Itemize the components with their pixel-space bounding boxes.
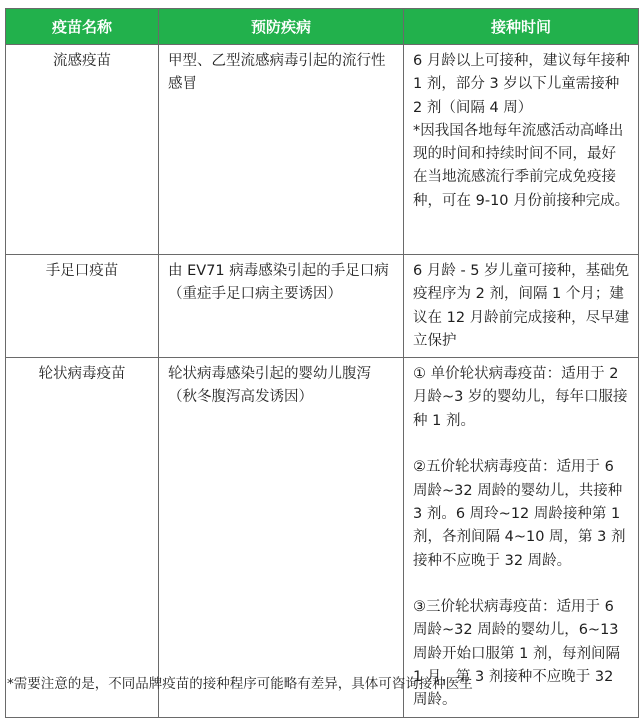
disease-cell: 轮状病毒感染引起的婴幼儿腹泻（秋冬腹泻高发诱因） [159,358,404,717]
vaccine-table [5,8,639,718]
schedule-note: *因我国各地每年流感活动高峰出现的时间和持续时间不同，最好在当地流感流行季前完成免疫接种，可在 9-10 月份前接种完成。 [413,122,630,209]
schedule-cell [404,255,639,358]
vaccine-name-cell: 手足口疫苗 [6,255,159,358]
disease-cell: 由 EV71 病毒感染引起的手足口病（重症手足口病主要诱因） [159,255,404,358]
vaccine-name-cell: 流感疫苗 [6,45,159,255]
disease-cell: 甲型、乙型流感病毒引起的流行性感冒 [159,45,404,255]
schedule-paragraph: 6 月龄 - 5 岁儿童可接种，基础免疫程序为 2 剂，间隔 1 个月；建议在 12 月龄前完成接种，尽早建立保护 [413,263,630,349]
table-row [6,45,639,255]
schedule-paragraph: ②五价轮状病毒疫苗：适用于 6 周龄~32 周龄的婴幼儿，共接种 3 剂。6 周玲~12 周龄接种第 1 剂，各剂间隔 4~10 周，第 3 剂接种不应晚于 32 周龄。 [413,459,626,569]
table-header-row [6,9,639,45]
schedule-paragraph: ③三价轮状病毒疫苗：适用于 6 周龄~32 周龄的婴幼儿，6~13 周龄开始口服第 1 剂，每剂间隔 1 月，第 3 剂接种不应晚于 32 周龄。 [413,599,620,709]
header-vaccine-name: 疫苗名称 [6,9,159,45]
header-schedule: 接种时间 [404,9,639,45]
vaccine-name-cell: 轮状病毒疫苗 [6,358,159,717]
vaccine-schedule-document [5,8,638,718]
schedule-paragraph: ① 单价轮状病毒疫苗：适用于 2 月龄~3 岁的婴幼儿，每年口服接种 1 剂。 [413,366,628,429]
footnote: *需要注意的是，不同品牌疫苗的接种程序可能略有差异，具体可咨询接种医生 [7,676,473,692]
header-disease: 预防疾病 [159,9,404,45]
schedule-paragraph: 6 月龄以上可接种，建议每年接种 1 剂，部分 3 岁以下儿童需接种 2 剂（间隔 4 周） [413,53,630,116]
schedule-cell [404,358,639,717]
table-row [6,358,639,717]
schedule-cell [404,45,639,255]
table-row [6,255,639,358]
